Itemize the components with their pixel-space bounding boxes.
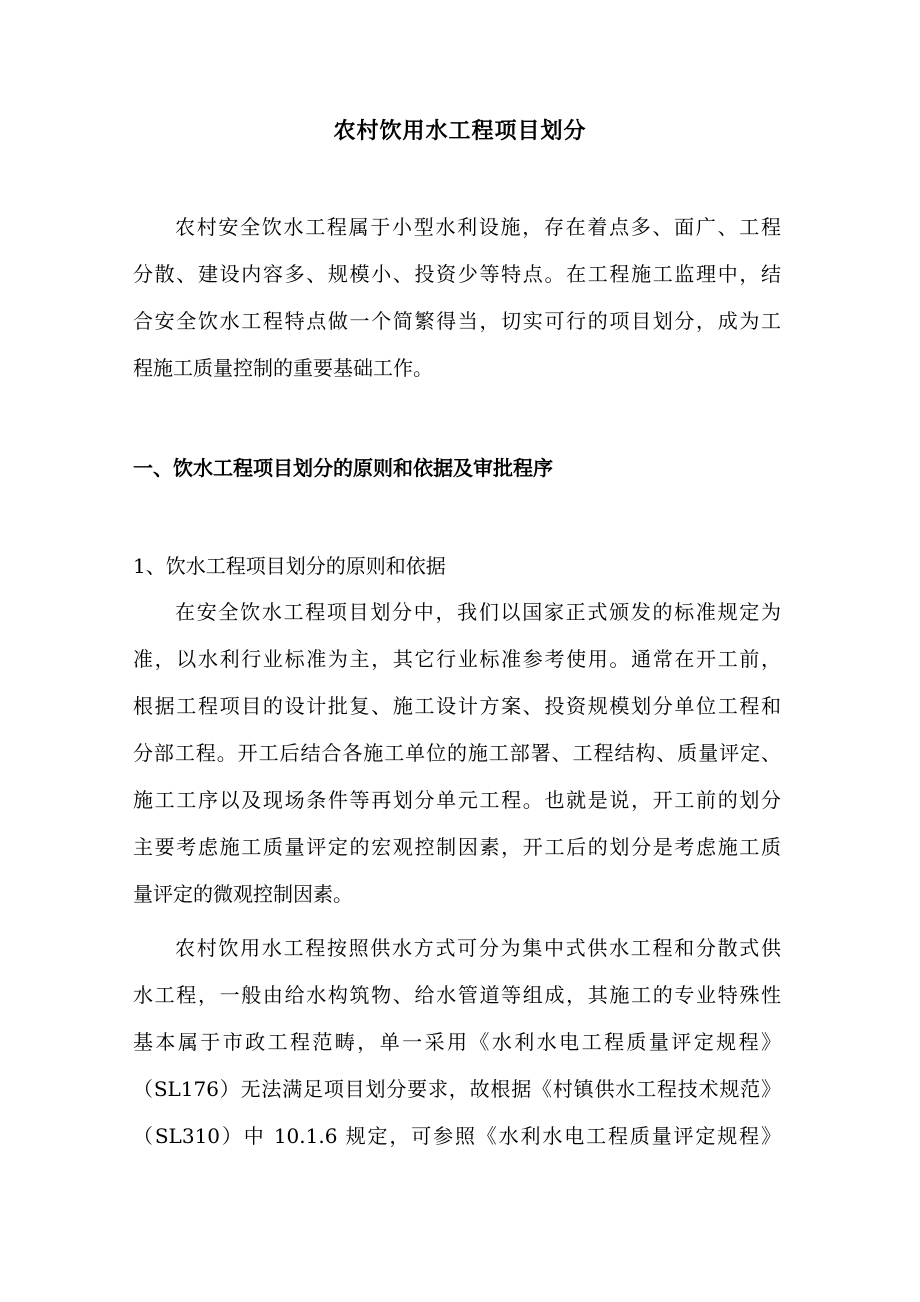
text-line: 水工程，一般由给水构筑物、给水管道等组成，其施工的专业特殊性: [133, 983, 781, 1007]
section-heading: 一、饮水工程项目划分的原则和依据及审批程序: [133, 456, 553, 480]
subsection-heading: 1、饮水工程项目划分的原则和依据: [133, 554, 446, 578]
text-line: 在安全饮水工程项目划分中，我们以国家正式颁发的标准规定为: [175, 600, 781, 624]
text-line: 农村安全饮水工程属于小型水利设施，存在着点多、面广、工程: [175, 215, 781, 239]
text-line: 基本属于市政工程范畴，单一采用《水利水电工程质量评定规程》: [133, 1030, 781, 1054]
text-line: （SL176）无法满足项目划分要求，故根据《村镇供水工程技术规范》: [133, 1077, 781, 1101]
text-line: 准，以水利行业标准为主，其它行业标准参考使用。通常在开工前，: [133, 647, 781, 671]
text-line: 分部工程。开工后结合各施工单位的施工部署、工程结构、质量评定、: [133, 741, 781, 765]
text-line: 量评定的微观控制因素。: [133, 882, 353, 906]
text-line: （SL310）中 10.1.6 规定，可参照《水利水电工程质量评定规程》: [133, 1124, 781, 1148]
text-line: 根据工程项目的设计批复、施工设计方案、投资规模划分单位工程和: [133, 694, 781, 718]
text-line: 主要考虑施工质量评定的宏观控制因素，开工后的划分是考虑施工质: [133, 835, 781, 859]
text-line: 合安全饮水工程特点做一个简繁得当，切实可行的项目划分，成为工: [133, 309, 781, 333]
text-line: 程施工质量控制的重要基础工作。: [133, 356, 433, 380]
text-line: 施工工序以及现场条件等再划分单元工程。也就是说，开工前的划分: [133, 788, 781, 812]
text-line: 分散、建设内容多、规模小、投资少等特点。在工程施工监理中，结: [133, 262, 781, 286]
document-title: 农村饮用水工程项目划分: [333, 118, 587, 144]
text-line: 农村饮用水工程按照供水方式可分为集中式供水工程和分散式供: [175, 936, 781, 960]
